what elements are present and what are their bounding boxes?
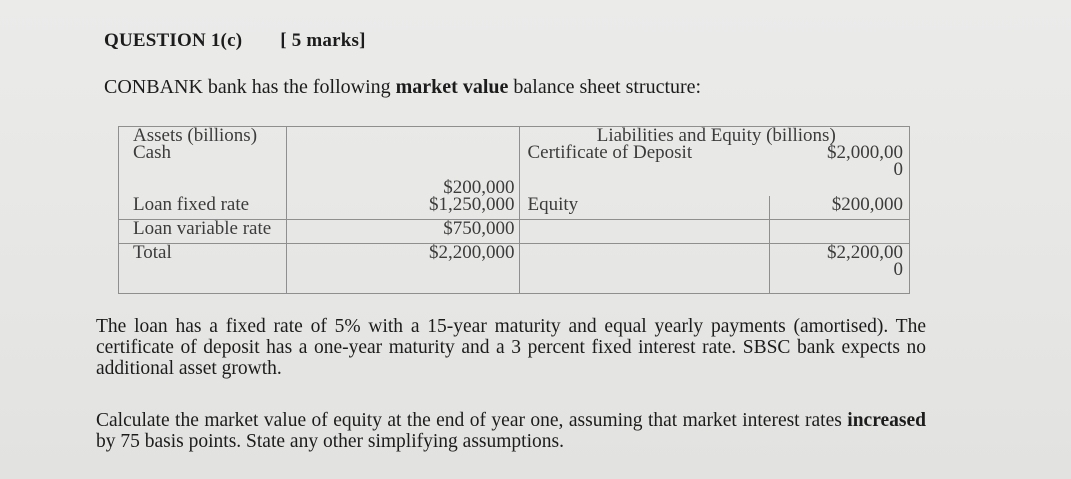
- liabilities-header-cell: [519, 127, 910, 196]
- loan-fixed-value: $1,250,000: [286, 196, 519, 220]
- intro-bold-text: market value: [395, 76, 509, 98]
- empty-cell: [769, 219, 909, 243]
- question-heading: [104, 30, 366, 52]
- total-liabilities-value-line2: 0: [893, 259, 903, 280]
- total-assets-value: $2,200,000: [286, 244, 519, 294]
- empty-cell: [519, 244, 769, 294]
- loan-variable-label: Loan variable rate: [119, 219, 287, 243]
- total-label: Total: [119, 244, 287, 294]
- equity-label: Equity: [519, 196, 769, 220]
- question-label: QUESTION 1(c): [104, 30, 243, 51]
- task-text-before: Calculate the market value of equity at the end of year one, assuming that market interest rates: [96, 410, 848, 431]
- task-text-after: by 75 basis points. State any other simplifying assumptions.: [96, 431, 564, 452]
- table-row: [119, 196, 910, 220]
- loan-variable-value: $750,000: [286, 219, 519, 243]
- cd-value-line2: 0: [893, 159, 903, 180]
- intro-sentence: [104, 76, 701, 99]
- task-paragraph: [96, 410, 926, 452]
- task-bold-text: increased: [847, 410, 926, 431]
- intro-text-before: CONBANK bank has the following: [104, 76, 396, 98]
- table-row: [119, 244, 910, 294]
- equity-value: $200,000: [769, 196, 909, 220]
- table-row: [119, 127, 910, 196]
- total-liabilities-cell: [769, 244, 909, 294]
- loan-description-paragraph: The loan has a fixed rate of 5% with a 15-year maturity and equal yearly payments (amortised). The certificate of deposit has a one-year maturity and a 3 percent fixed interest rate. SBSC bank expects no additional asset growth.: [96, 316, 926, 379]
- cd-value-line1: $2,000,00: [827, 142, 903, 163]
- cd-label: Certificate of Deposit: [527, 142, 693, 163]
- assets-header: Assets (billions) Cash: [119, 127, 287, 196]
- cash-value: $200,000: [286, 127, 519, 196]
- empty-cell: [519, 219, 769, 243]
- total-liabilities-value-line1: $2,200,00: [827, 242, 903, 263]
- table-row: [119, 219, 910, 243]
- loan-fixed-label: Loan fixed rate: [119, 196, 287, 220]
- balance-sheet-table: [118, 126, 910, 294]
- liabilities-header: Liabilities and Equity (billions): [596, 125, 836, 146]
- question-marks: [ 5 marks]: [280, 30, 366, 51]
- intro-text-after: balance sheet structure:: [508, 76, 702, 98]
